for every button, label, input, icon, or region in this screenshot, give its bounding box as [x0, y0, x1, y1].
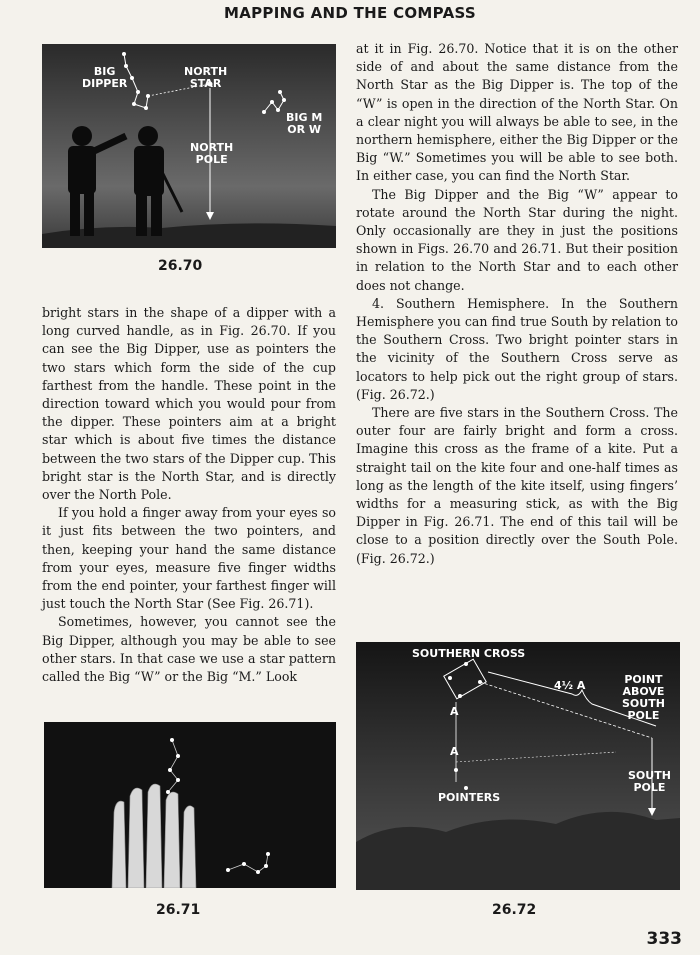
- left-column: [42, 304, 336, 686]
- figure-26-72: [356, 642, 680, 890]
- paragraph: bright stars in the shape of a dipper with a long curved handle, as in Fig. 26.70. If you can see the Big Dipper, use as pointers the two stars which form the side of the cup farthest from the handle. These point in the direction toward which you would pour from the dipper. These pointers aim at a bright star which is about five times the distance between the two stars of the Dipper cup. This bright star is the North Star, and is directly over the North Pole.: [42, 305, 336, 503]
- label-north-pole: NORTH POLE: [190, 141, 234, 166]
- hand-measuring-stars-illustration: [44, 722, 336, 888]
- label-four-half-a: 4½ A: [554, 679, 586, 692]
- page-number: 333: [646, 929, 682, 949]
- label-southern-cross: SOUTHERN CROSS: [412, 647, 526, 660]
- figure-26-71: [44, 722, 336, 888]
- figure-caption-26-71: 26.71: [156, 902, 201, 918]
- paragraph: If you hold a finger away from your eyes so it just fits between the two pointers, and then, keeping your hand the same distance from your eyes, measure five finger widths from the end pointer, your farthest finger will just touch the North Star (See Fig. 26.71).: [42, 505, 336, 612]
- label-big-m-or-w: BIG M OR W: [286, 111, 323, 136]
- label-a-kite: A: [450, 705, 459, 718]
- figure-26-70: [42, 44, 336, 248]
- paragraph: at it in Fig. 26.70. Notice that it is on the other side of and about the same distance from the North Star as the Big Dipper is. The top of the “W” is open in the direction of the North Star. On a clear night you will always be able to see, in the northern hemisphere, either the Big Dipper or the Big “W.” Sometimes you will be able to see both. In either case, you can find the North Star.: [356, 41, 678, 184]
- label-pointers: POINTERS: [438, 791, 501, 804]
- figure-caption-26-70: 26.70: [158, 258, 203, 274]
- paragraph: There are five stars in the Southern Cross. The outer four are fairly bright and form a cross. Imagine this cross as the frame of a kite. Put a straight tail on the kite four and one-half times as long as the length of the kite itself, using fingers’ widths for a measuring stick, as with the Big Dipper in Fig. 26.71. The end of this tail will be close to a position directly over the South Pole. (Fig. 26.72.): [356, 405, 678, 566]
- right-column: [356, 40, 678, 568]
- paragraph: The Big Dipper and the Big “W” appear to rotate around the North Star during the night. Only occasionally are they in just the positions shown in Figs. 26.70 and 26.71. But their position in relation to the North Star and to each other does not change.: [356, 186, 678, 293]
- label-south-pole: SOUTH POLE: [628, 769, 671, 794]
- paragraph: 4. Southern Hemisphere. In the Southern Hemisphere you can find true South by relation to the Southern Cross. Two bright pointer stars in the vicinity of the Southern Cross serve as locators to help pick out the right group of stars. (Fig. 26.72.): [356, 295, 678, 402]
- figure-caption-26-72: 26.72: [492, 902, 537, 918]
- label-a-pointer: A: [450, 745, 459, 758]
- paragraph: Sometimes, however, you cannot see the Big Dipper, although you may be able to see other stars. In that case we use a star pattern called the Big “W” or the Big “M.” Look: [42, 614, 336, 685]
- label-point-above-south-pole: POINT ABOVE SOUTH POLE: [622, 673, 665, 722]
- label-big-dipper: BIG DIPPER: [82, 65, 128, 90]
- label-north-star: NORTH STAR: [184, 65, 228, 90]
- running-header: MAPPING AND THE COMPASS: [223, 4, 477, 22]
